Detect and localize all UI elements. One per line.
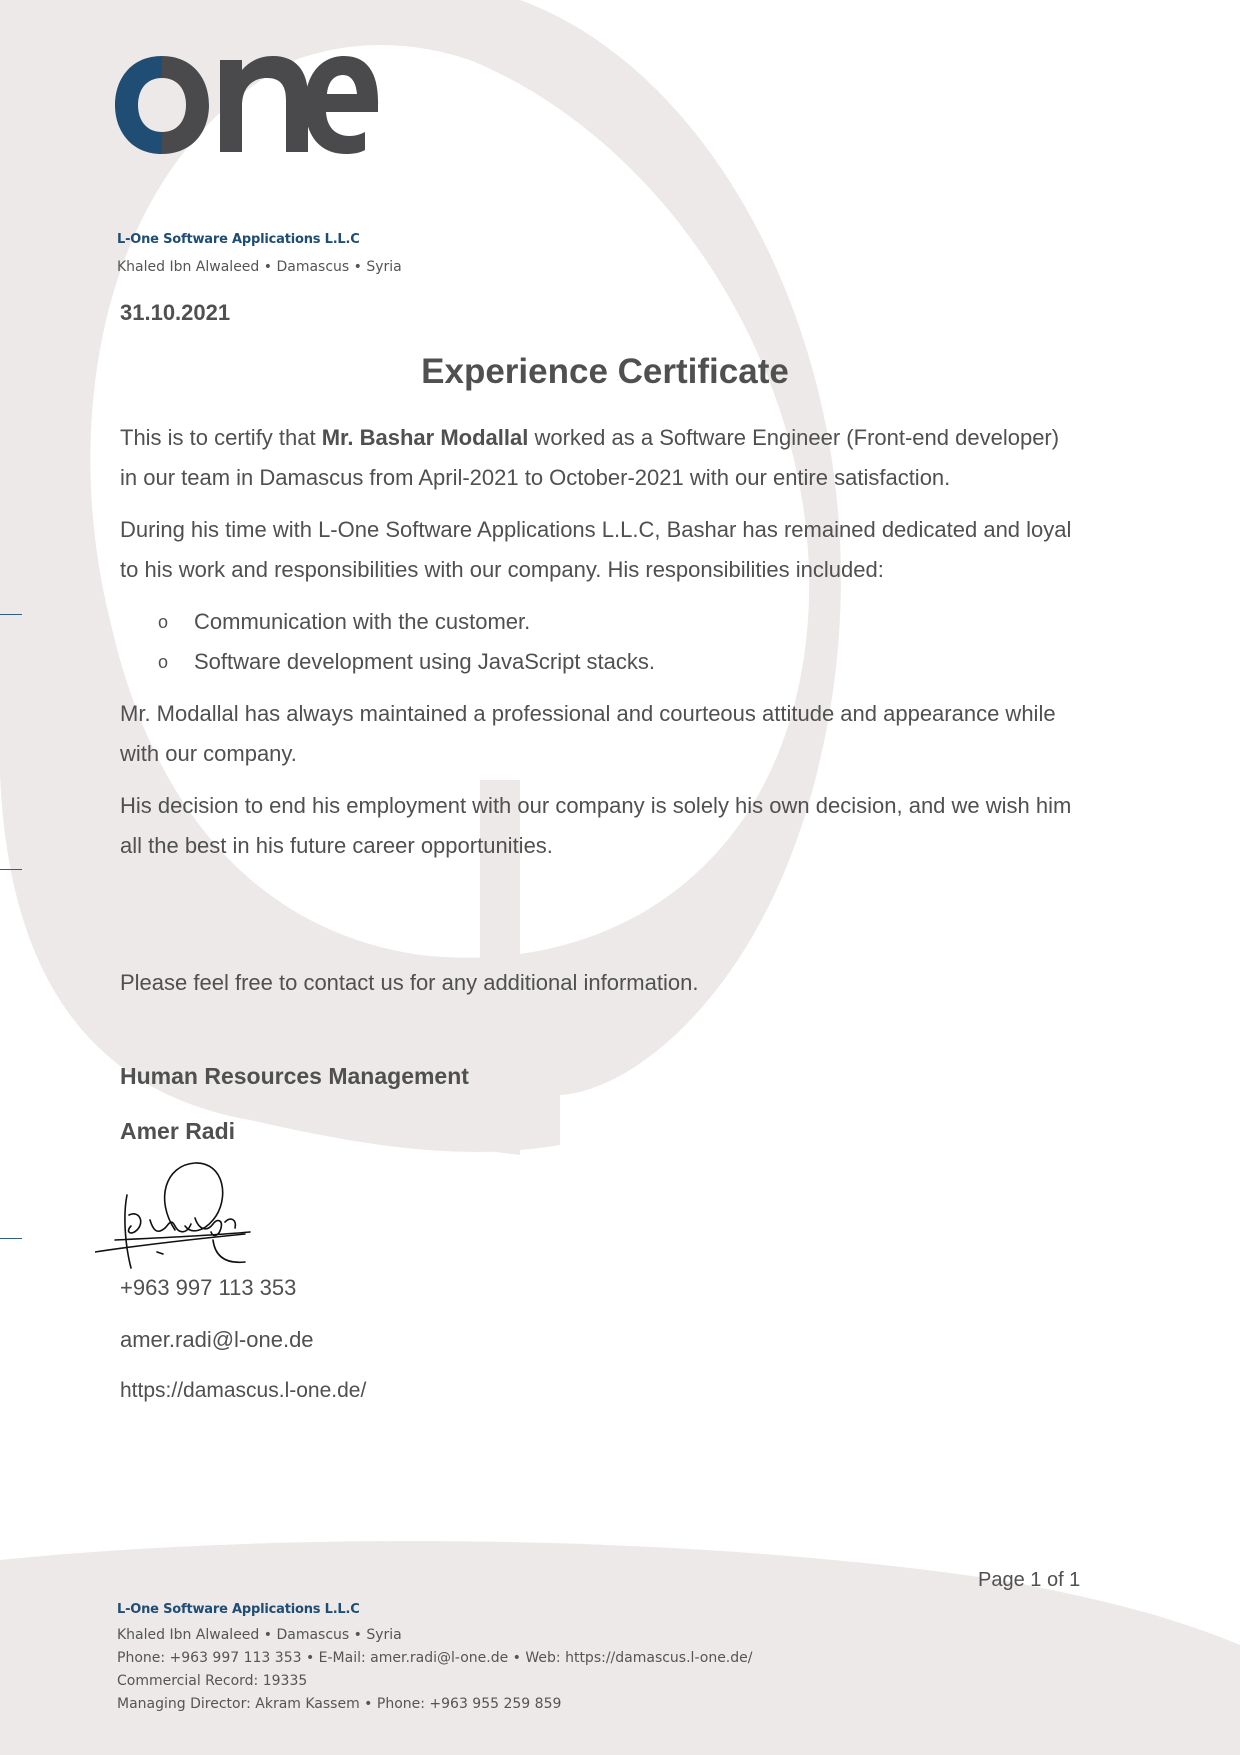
footer-managing-director: Managing Director: Akram Kassem • Phone: +963 955 259 859 xyxy=(117,1696,562,1712)
paragraph-certification xyxy=(120,418,1080,498)
fold-mark xyxy=(0,1238,22,1239)
paragraph-attitude: Mr. Modallal has always maintained a professional and courteous attitude and appearance while with our company. xyxy=(120,701,1056,766)
fold-mark xyxy=(0,869,22,870)
signatory-phone: +963 997 113 353 xyxy=(120,1275,297,1300)
signatory-email-link[interactable]: amer.radi@l-one.de xyxy=(120,1327,314,1352)
footer-commercial-record: Commercial Record: 19335 xyxy=(117,1673,308,1689)
footer-address: Khaled Ibn Alwaleed • Damascus • Syria xyxy=(117,1627,402,1643)
bullet-circle-icon: o xyxy=(158,652,169,672)
signatory-name: Amer Radi xyxy=(120,1118,236,1144)
footer-company-name: L-One Software Applications L.L.C xyxy=(117,1602,360,1617)
responsibilities-list xyxy=(120,602,1080,682)
signatory-department: Human Resources Management xyxy=(120,1063,469,1089)
certificate-body xyxy=(120,418,1080,878)
bullet-circle-icon: o xyxy=(158,612,169,632)
signatory-website-link[interactable]: https://damascus.l-one.de/ xyxy=(120,1379,367,1402)
header-company-address: Khaled Ibn Alwaleed • Damascus • Syria xyxy=(117,259,402,275)
list-item xyxy=(158,602,1080,642)
footer xyxy=(117,1602,752,1716)
paragraph-dedication: During his time with L-One Software Applications L.L.C, Bashar has remained dedicated and loyal to his work and responsibilities with our company. His responsibilities included: xyxy=(120,517,1072,582)
list-item-text: Communication with the customer. xyxy=(194,609,531,634)
handwritten-signature xyxy=(95,1160,265,1270)
footer-contact: Phone: +963 997 113 353 • E-Mail: amer.radi@l-one.de • Web: https://damascus.l-one.de/ xyxy=(117,1650,753,1666)
header-company-name: L-One Software Applications L.L.C xyxy=(117,232,360,247)
document-date: 31.10.2021 xyxy=(120,300,231,325)
employee-name: Mr. Bashar Modallal xyxy=(321,425,529,450)
list-item xyxy=(158,642,1080,682)
list-item-text: Software development using JavaScript stacks. xyxy=(194,649,656,674)
company-logo xyxy=(110,48,380,158)
contact-invitation: Please feel free to contact us for any additional information. xyxy=(120,970,699,995)
paragraph-farewell: His decision to end his employment with our company is solely his own decision, and we wish him all the best in his future career opportunities. xyxy=(120,793,1072,858)
page-number: Page 1 of 1 xyxy=(978,1569,1081,1591)
document-title: Experience Certificate xyxy=(421,352,789,391)
paragraph-certification-rest: worked as a Software Engineer (Front-end developer) in our team in Damascus from April-2021 to October-2021 with our entire satisfaction. xyxy=(120,425,1060,490)
paragraph-certification-lead: This is to certify that xyxy=(120,425,322,450)
fold-mark xyxy=(0,614,22,615)
